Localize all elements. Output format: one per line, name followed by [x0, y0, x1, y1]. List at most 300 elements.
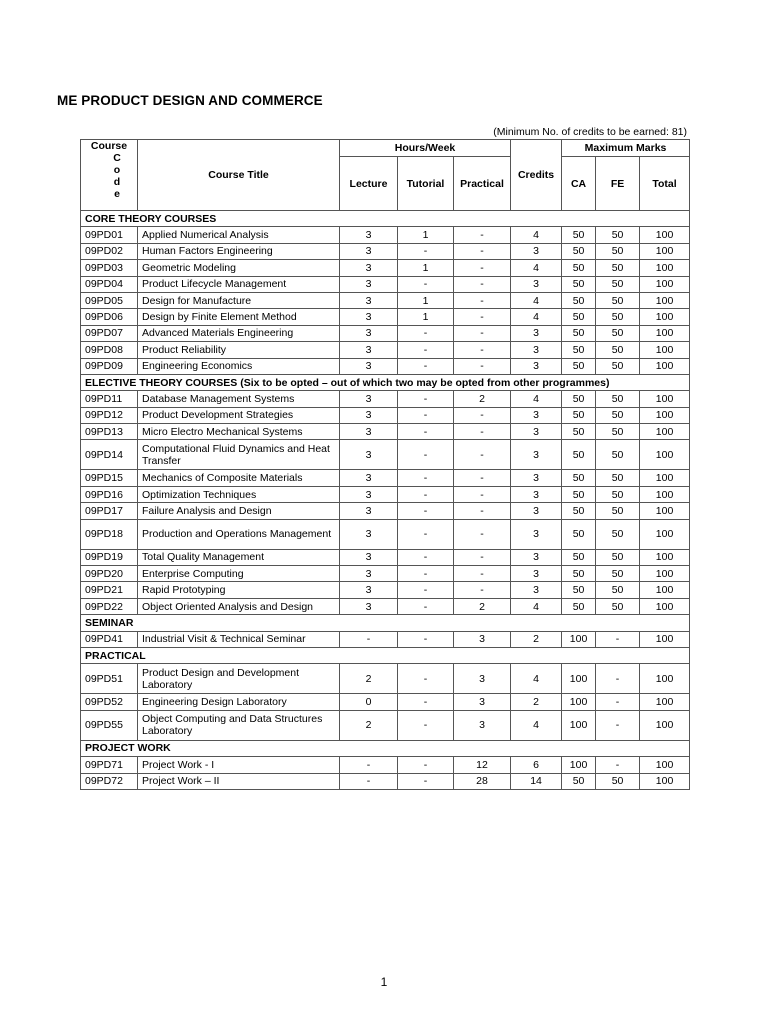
cell-credits: 2 [511, 631, 562, 647]
cell-title: Object Computing and Data Structures Laboratory [138, 710, 340, 740]
cell-fe: - [596, 710, 640, 740]
cell-total: 100 [640, 710, 690, 740]
cell-practical: - [454, 243, 511, 259]
cell-ca: 50 [562, 309, 596, 325]
cell-tutorial: - [398, 486, 454, 502]
cell-fe: 50 [596, 292, 640, 308]
cell-code: 09PD19 [81, 549, 138, 565]
cell-lecture: 2 [340, 664, 398, 694]
cell-code: 09PD52 [81, 694, 138, 710]
cell-code: 09PD16 [81, 486, 138, 502]
cell-tutorial: 1 [398, 309, 454, 325]
cell-code: 09PD01 [81, 227, 138, 243]
cell-credits: 3 [511, 407, 562, 423]
cell-practical: 28 [454, 773, 511, 789]
cell-credits: 3 [511, 243, 562, 259]
cell-title: Project Work - I [138, 757, 340, 773]
cell-ca: 50 [562, 598, 596, 614]
cell-fe: - [596, 757, 640, 773]
cell-fe: 50 [596, 325, 640, 341]
cell-fe: 50 [596, 503, 640, 519]
cell-tutorial: - [398, 243, 454, 259]
cell-credits: 4 [511, 227, 562, 243]
cell-credits: 4 [511, 391, 562, 407]
cell-credits: 3 [511, 549, 562, 565]
cell-code: 09PD72 [81, 773, 138, 789]
cell-title: Mechanics of Composite Materials [138, 470, 340, 486]
cell-fe: - [596, 694, 640, 710]
cell-ca: 50 [562, 470, 596, 486]
cell-ca: 50 [562, 292, 596, 308]
table-row [81, 292, 690, 308]
cell-title: Optimization Techniques [138, 486, 340, 502]
cell-fe: 50 [596, 407, 640, 423]
cell-title: Project Work – II [138, 773, 340, 789]
cell-title: Database Management Systems [138, 391, 340, 407]
cell-practical: - [454, 440, 511, 470]
cell-lecture: 3 [340, 519, 398, 549]
cell-title: Failure Analysis and Design [138, 503, 340, 519]
cell-total: 100 [640, 358, 690, 374]
maximum-marks-header: Maximum Marks [562, 140, 690, 157]
cell-title: Product Reliability [138, 342, 340, 358]
curriculum-table [80, 139, 690, 790]
cell-title: Product Development Strategies [138, 407, 340, 423]
table-row [81, 470, 690, 486]
cell-tutorial: - [398, 694, 454, 710]
table-row [81, 598, 690, 614]
cell-credits: 3 [511, 566, 562, 582]
cell-total: 100 [640, 292, 690, 308]
cell-credits: 3 [511, 440, 562, 470]
table-row [81, 407, 690, 423]
cell-practical: - [454, 486, 511, 502]
cell-fe: 50 [596, 424, 640, 440]
section-heading-row [81, 374, 690, 390]
cell-tutorial: - [398, 757, 454, 773]
cell-credits: 3 [511, 470, 562, 486]
cell-ca: 50 [562, 391, 596, 407]
cell-lecture: - [340, 757, 398, 773]
cell-code: 09PD07 [81, 325, 138, 341]
code-letter: C [113, 152, 121, 164]
cell-tutorial: - [398, 342, 454, 358]
page-number: 1 [380, 975, 388, 989]
cell-credits: 4 [511, 710, 562, 740]
cell-total: 100 [640, 631, 690, 647]
cell-ca: 50 [562, 407, 596, 423]
cell-lecture: 3 [340, 440, 398, 470]
cell-ca: 50 [562, 549, 596, 565]
cell-total: 100 [640, 598, 690, 614]
total-header: Total [640, 157, 690, 211]
table-row [81, 325, 690, 341]
cell-total: 100 [640, 407, 690, 423]
cell-credits: 4 [511, 664, 562, 694]
cell-practical: - [454, 309, 511, 325]
cell-total: 100 [640, 243, 690, 259]
cell-credits: 3 [511, 342, 562, 358]
table-row [81, 582, 690, 598]
table-row [81, 243, 690, 259]
page-title: ME PRODUCT DESIGN AND COMMERCE [57, 93, 323, 108]
cell-practical: - [454, 407, 511, 423]
code-letter: e [114, 188, 120, 200]
cell-lecture: 3 [340, 260, 398, 276]
table-row [81, 757, 690, 773]
cell-lecture: 2 [340, 710, 398, 740]
cell-fe: 50 [596, 519, 640, 549]
table-row [81, 342, 690, 358]
cell-practical: 3 [454, 631, 511, 647]
cell-tutorial: - [398, 664, 454, 694]
cell-code: 09PD51 [81, 664, 138, 694]
course-label: Course [90, 140, 128, 152]
cell-credits: 3 [511, 325, 562, 341]
cell-total: 100 [640, 276, 690, 292]
fe-header: FE [596, 157, 640, 211]
table-row [81, 424, 690, 440]
section-heading: PRACTICAL [81, 647, 690, 663]
cell-ca: 100 [562, 694, 596, 710]
cell-tutorial: - [398, 710, 454, 740]
cell-lecture: 3 [340, 503, 398, 519]
cell-lecture: 3 [340, 598, 398, 614]
table-row [81, 486, 690, 502]
cell-code: 09PD41 [81, 631, 138, 647]
cell-lecture: 3 [340, 227, 398, 243]
cell-total: 100 [640, 757, 690, 773]
cell-fe: 50 [596, 243, 640, 259]
cell-ca: 50 [562, 276, 596, 292]
cell-fe: 50 [596, 549, 640, 565]
cell-credits: 3 [511, 503, 562, 519]
cell-fe: 50 [596, 773, 640, 789]
cell-tutorial: - [398, 407, 454, 423]
cell-lecture: 3 [340, 309, 398, 325]
cell-practical: - [454, 519, 511, 549]
table-row [81, 773, 690, 789]
cell-tutorial: - [398, 549, 454, 565]
cell-tutorial: - [398, 391, 454, 407]
cell-title: Geometric Modeling [138, 260, 340, 276]
cell-tutorial: - [398, 470, 454, 486]
cell-fe: 50 [596, 470, 640, 486]
table-row [81, 503, 690, 519]
cell-credits: 4 [511, 309, 562, 325]
minimum-credits-note: (Minimum No. of credits to be earned: 81) [493, 126, 687, 138]
table-header [81, 140, 690, 211]
cell-ca: 100 [562, 631, 596, 647]
cell-lecture: 3 [340, 325, 398, 341]
cell-credits: 3 [511, 358, 562, 374]
code-letter: d [113, 176, 121, 188]
cell-credits: 2 [511, 694, 562, 710]
cell-total: 100 [640, 227, 690, 243]
cell-tutorial: - [398, 358, 454, 374]
hours-week-header: Hours/Week [340, 140, 511, 157]
cell-fe: 50 [596, 309, 640, 325]
cell-title: Engineering Design Laboratory [138, 694, 340, 710]
cell-ca: 50 [562, 440, 596, 470]
cell-practical: - [454, 358, 511, 374]
cell-practical: - [454, 342, 511, 358]
cell-total: 100 [640, 664, 690, 694]
cell-code: 09PD08 [81, 342, 138, 358]
cell-practical: - [454, 325, 511, 341]
table-row [81, 631, 690, 647]
ca-header: CA [562, 157, 596, 211]
table-row [81, 710, 690, 740]
cell-title: Human Factors Engineering [138, 243, 340, 259]
cell-code: 09PD71 [81, 757, 138, 773]
cell-ca: 50 [562, 424, 596, 440]
cell-ca: 50 [562, 227, 596, 243]
table-row [81, 566, 690, 582]
table-body [81, 211, 690, 790]
cell-total: 100 [640, 773, 690, 789]
cell-ca: 50 [562, 503, 596, 519]
cell-lecture: 3 [340, 470, 398, 486]
cell-ca: 50 [562, 773, 596, 789]
cell-title: Micro Electro Mechanical Systems [138, 424, 340, 440]
cell-lecture: 3 [340, 292, 398, 308]
cell-credits: 3 [511, 519, 562, 549]
cell-credits: 14 [511, 773, 562, 789]
cell-ca: 100 [562, 664, 596, 694]
cell-title: Advanced Materials Engineering [138, 325, 340, 341]
cell-total: 100 [640, 549, 690, 565]
cell-code: 09PD55 [81, 710, 138, 740]
table-row [81, 440, 690, 470]
cell-fe: 50 [596, 391, 640, 407]
cell-tutorial: - [398, 440, 454, 470]
cell-title: Total Quality Management [138, 549, 340, 565]
course-code-header [81, 140, 138, 211]
cell-fe: 50 [596, 276, 640, 292]
cell-fe: - [596, 664, 640, 694]
cell-tutorial: - [398, 566, 454, 582]
cell-title: Engineering Economics [138, 358, 340, 374]
cell-total: 100 [640, 694, 690, 710]
cell-practical: 3 [454, 710, 511, 740]
cell-total: 100 [640, 519, 690, 549]
cell-lecture: 3 [340, 243, 398, 259]
cell-title: Product Design and Development Laboratory [138, 664, 340, 694]
section-heading-row [81, 647, 690, 663]
cell-code: 09PD03 [81, 260, 138, 276]
cell-code: 09PD20 [81, 566, 138, 582]
cell-ca: 50 [562, 486, 596, 502]
cell-lecture: - [340, 631, 398, 647]
section-heading: SEMINAR [81, 615, 690, 631]
cell-fe: 50 [596, 342, 640, 358]
table-row [81, 276, 690, 292]
code-letter: o [113, 164, 121, 176]
cell-practical: - [454, 549, 511, 565]
cell-lecture: 0 [340, 694, 398, 710]
cell-tutorial: - [398, 582, 454, 598]
table-row [81, 549, 690, 565]
cell-tutorial: - [398, 503, 454, 519]
cell-tutorial: - [398, 424, 454, 440]
cell-title: Rapid Prototyping [138, 582, 340, 598]
section-heading: CORE THEORY COURSES [81, 211, 690, 227]
cell-practical: - [454, 566, 511, 582]
cell-total: 100 [640, 470, 690, 486]
cell-credits: 4 [511, 598, 562, 614]
cell-lecture: 3 [340, 486, 398, 502]
cell-practical: 12 [454, 757, 511, 773]
cell-lecture: 3 [340, 342, 398, 358]
cell-title: Object Oriented Analysis and Design [138, 598, 340, 614]
cell-lecture: 3 [340, 424, 398, 440]
table-row [81, 260, 690, 276]
cell-fe: 50 [596, 598, 640, 614]
table-row [81, 519, 690, 549]
cell-lecture: 3 [340, 407, 398, 423]
cell-total: 100 [640, 325, 690, 341]
cell-fe: 50 [596, 358, 640, 374]
cell-tutorial: 1 [398, 292, 454, 308]
cell-total: 100 [640, 391, 690, 407]
cell-lecture: 3 [340, 549, 398, 565]
cell-title: Industrial Visit & Technical Seminar [138, 631, 340, 647]
cell-code: 09PD05 [81, 292, 138, 308]
cell-code: 09PD18 [81, 519, 138, 549]
cell-ca: 50 [562, 358, 596, 374]
cell-code: 09PD09 [81, 358, 138, 374]
cell-ca: 50 [562, 519, 596, 549]
cell-fe: - [596, 631, 640, 647]
table-row [81, 309, 690, 325]
cell-tutorial: - [398, 631, 454, 647]
cell-lecture: 3 [340, 276, 398, 292]
cell-code: 09PD13 [81, 424, 138, 440]
table-row [81, 694, 690, 710]
cell-practical: - [454, 227, 511, 243]
cell-code: 09PD15 [81, 470, 138, 486]
cell-practical: 3 [454, 694, 511, 710]
cell-code: 09PD17 [81, 503, 138, 519]
cell-practical: 3 [454, 664, 511, 694]
cell-ca: 100 [562, 710, 596, 740]
cell-ca: 50 [562, 566, 596, 582]
table-row [81, 664, 690, 694]
table-row [81, 391, 690, 407]
cell-lecture: 3 [340, 566, 398, 582]
cell-lecture: - [340, 773, 398, 789]
cell-practical: - [454, 292, 511, 308]
cell-credits: 3 [511, 276, 562, 292]
cell-title: Design by Finite Element Method [138, 309, 340, 325]
section-heading: PROJECT WORK [81, 740, 690, 756]
cell-total: 100 [640, 342, 690, 358]
cell-fe: 50 [596, 582, 640, 598]
cell-ca: 50 [562, 582, 596, 598]
cell-credits: 6 [511, 757, 562, 773]
practical-header: Practical [454, 157, 511, 211]
cell-lecture: 3 [340, 391, 398, 407]
cell-fe: 50 [596, 566, 640, 582]
cell-lecture: 3 [340, 582, 398, 598]
cell-code: 09PD12 [81, 407, 138, 423]
cell-code: 09PD06 [81, 309, 138, 325]
cell-fe: 50 [596, 486, 640, 502]
table-row [81, 227, 690, 243]
cell-fe: 50 [596, 440, 640, 470]
cell-code: 09PD21 [81, 582, 138, 598]
course-title-header: Course Title [138, 140, 340, 211]
cell-total: 100 [640, 260, 690, 276]
cell-practical: - [454, 276, 511, 292]
cell-credits: 4 [511, 292, 562, 308]
cell-code: 09PD11 [81, 391, 138, 407]
cell-tutorial: - [398, 598, 454, 614]
section-heading-row [81, 211, 690, 227]
cell-title: Production and Operations Management [138, 519, 340, 549]
cell-code: 09PD14 [81, 440, 138, 470]
cell-ca: 100 [562, 757, 596, 773]
cell-ca: 50 [562, 243, 596, 259]
cell-tutorial: - [398, 325, 454, 341]
table-row [81, 358, 690, 374]
cell-fe: 50 [596, 260, 640, 276]
cell-total: 100 [640, 566, 690, 582]
cell-title: Design for Manufacture [138, 292, 340, 308]
cell-credits: 3 [511, 486, 562, 502]
cell-practical: 2 [454, 598, 511, 614]
cell-code: 09PD02 [81, 243, 138, 259]
cell-total: 100 [640, 486, 690, 502]
cell-code: 09PD22 [81, 598, 138, 614]
cell-tutorial: - [398, 276, 454, 292]
cell-practical: - [454, 424, 511, 440]
credits-header: Credits [511, 140, 562, 211]
section-heading-row [81, 740, 690, 756]
cell-practical: - [454, 470, 511, 486]
cell-credits: 3 [511, 424, 562, 440]
cell-total: 100 [640, 309, 690, 325]
cell-ca: 50 [562, 260, 596, 276]
cell-credits: 3 [511, 582, 562, 598]
cell-credits: 4 [511, 260, 562, 276]
lecture-header: Lecture [340, 157, 398, 211]
cell-title: Computational Fluid Dynamics and Heat Transfer [138, 440, 340, 470]
cell-total: 100 [640, 503, 690, 519]
cell-fe: 50 [596, 227, 640, 243]
cell-practical: 2 [454, 391, 511, 407]
cell-practical: - [454, 260, 511, 276]
tutorial-header: Tutorial [398, 157, 454, 211]
section-heading: ELECTIVE THEORY COURSES (Six to be opted – out of which two may be opted from other programmes) [81, 374, 690, 390]
section-heading-row [81, 615, 690, 631]
cell-ca: 50 [562, 325, 596, 341]
cell-tutorial: - [398, 773, 454, 789]
cell-tutorial: 1 [398, 227, 454, 243]
cell-tutorial: 1 [398, 260, 454, 276]
cell-title: Enterprise Computing [138, 566, 340, 582]
cell-practical: - [454, 582, 511, 598]
cell-total: 100 [640, 440, 690, 470]
cell-total: 100 [640, 424, 690, 440]
cell-practical: - [454, 503, 511, 519]
cell-lecture: 3 [340, 358, 398, 374]
cell-code: 09PD04 [81, 276, 138, 292]
cell-title: Applied Numerical Analysis [138, 227, 340, 243]
cell-total: 100 [640, 582, 690, 598]
cell-title: Product Lifecycle Management [138, 276, 340, 292]
